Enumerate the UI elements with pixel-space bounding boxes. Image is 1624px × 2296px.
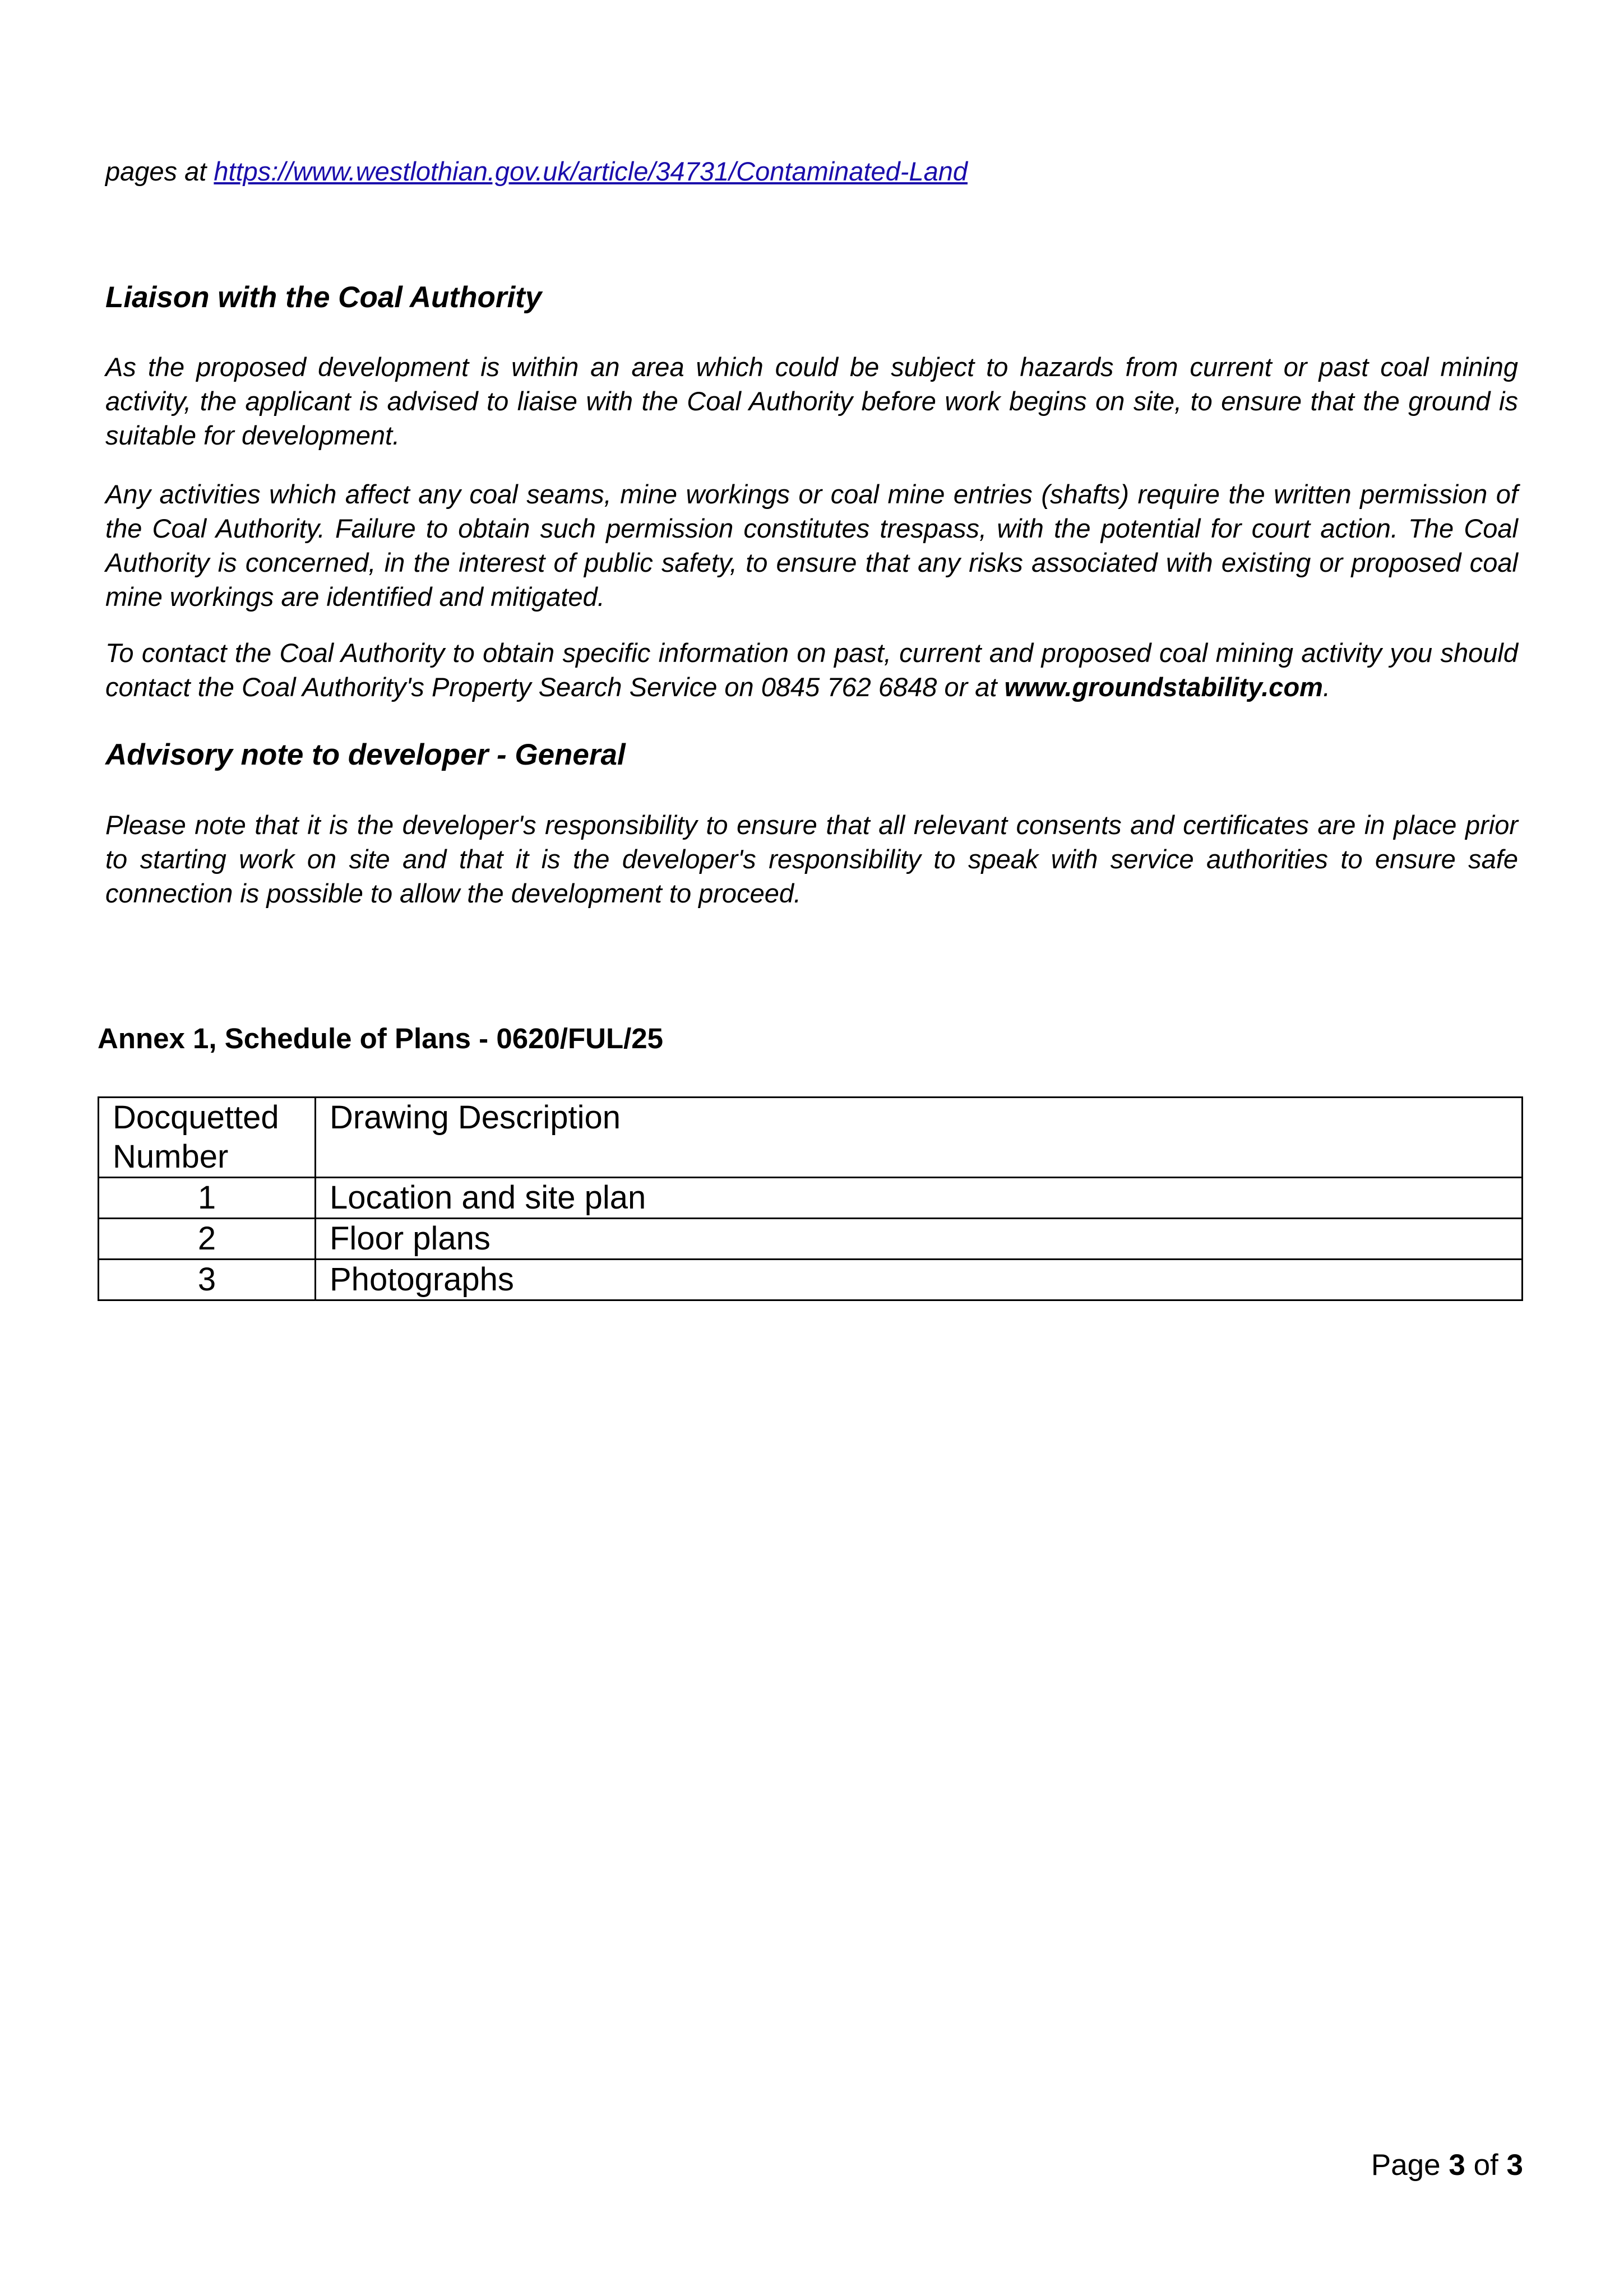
row-description: Floor plans xyxy=(316,1219,1523,1260)
drawing-description-header: Drawing Description xyxy=(316,1098,1523,1178)
schedule-of-plans-table xyxy=(98,1096,1523,1301)
page-number xyxy=(1371,2148,1523,2182)
current-page: 3 xyxy=(1449,2149,1465,2182)
coal-paragraph-1: As the proposed development is within an area which could be subject to hazards from current or past coal mining activity, the applicant is advised to liaise with the Coal Authority before work begins on site, to ensure that the ground is suitable for development. xyxy=(105,352,1518,450)
docquetted-number-header: Docquetted Number xyxy=(99,1098,316,1178)
table-row xyxy=(99,1219,1523,1260)
coal-authority-heading: Liaison with the Coal Authority xyxy=(105,281,542,314)
page-prefix: Page xyxy=(1371,2149,1449,2182)
advisory-paragraph: Please note that it is the developer's responsibility to ensure that all relevant consents and certificates are in place prior to starting work on site and that it is the developer's responsibility to speak with service authorities to ensure safe connection is possible to allow the development to proceed. xyxy=(105,810,1518,908)
table-row xyxy=(99,1260,1523,1300)
table-row xyxy=(99,1178,1523,1219)
intro-prefix: pages at xyxy=(105,156,214,186)
total-pages: 3 xyxy=(1506,2149,1523,2182)
intro-line xyxy=(105,156,968,187)
coal-paragraph-3 xyxy=(105,636,1518,704)
advisory-heading: Advisory note to developer - General xyxy=(105,738,626,771)
coal-contact-text: To contact the Coal Authority to obtain specific information on past, current and proposed coal mining activity you should contact the Coal Authority's Property Search Service on 0845 762 6848 or at xyxy=(105,638,1518,702)
row-description: Photographs xyxy=(316,1260,1523,1300)
table-header-row xyxy=(99,1098,1523,1178)
coal-contact-end: . xyxy=(1322,672,1331,702)
row-number: 1 xyxy=(99,1178,316,1219)
row-number: 2 xyxy=(99,1219,316,1260)
annex-title: Annex 1, Schedule of Plans - 0620/FUL/25 xyxy=(98,1022,663,1054)
row-number: 3 xyxy=(99,1260,316,1300)
coal-paragraph-2: Any activities which affect any coal seams, mine workings or coal mine entries (shafts) require the written permission of the Coal Authority. Failure to obtain such permission constitutes trespass, with the potential for court action. The Coal Authority is concerned, in the interest of public safety, to ensure that any risks associated with existing or proposed coal mine workings are identified and mitigated. xyxy=(105,479,1518,612)
contaminated-land-link[interactable]: https://www.westlothian.gov.uk/article/34731/Contaminated-Land xyxy=(214,156,968,186)
groundstability-website: www.groundstability.com xyxy=(1004,672,1323,702)
row-description: Location and site plan xyxy=(316,1178,1523,1219)
page-of: of xyxy=(1465,2149,1507,2182)
